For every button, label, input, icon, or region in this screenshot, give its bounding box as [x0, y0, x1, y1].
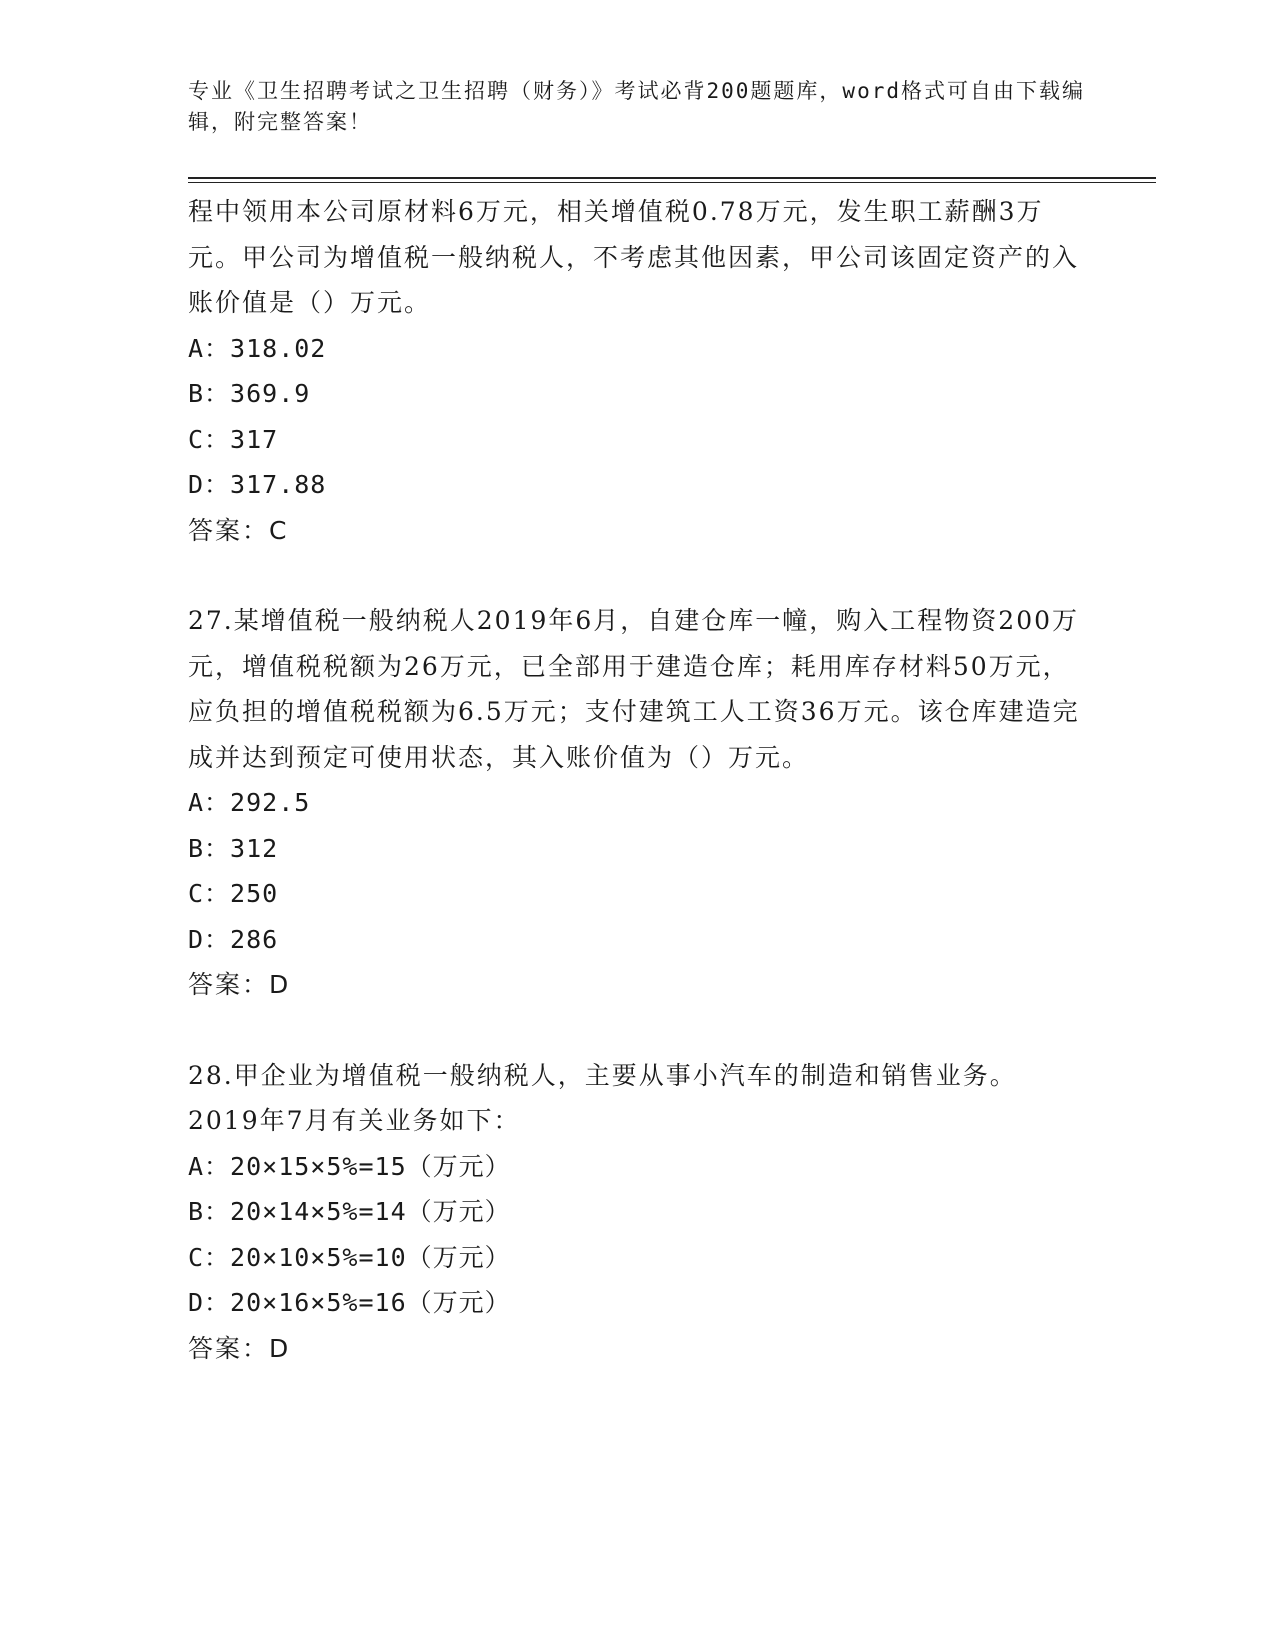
answer-label: 答案：D [188, 1333, 291, 1363]
question-block [188, 189, 1088, 553]
option-a: A：318.02 [188, 333, 327, 363]
option-d: D：20×16×5%=16（万元） [188, 1288, 511, 1317]
option-b: B：312 [188, 833, 279, 863]
option-c: C：317 [188, 424, 279, 454]
answer-label: 答案：C [188, 515, 289, 545]
question-list [188, 189, 1088, 1371]
question-text: 28.甲企业为增值税一般纳税人，主要从事小汽车的制造和销售业务。2019年7月有关业务如下： [188, 1060, 1017, 1135]
option-c: C：250 [188, 879, 279, 908]
answer-label: 答案：D [188, 970, 291, 999]
question-block [188, 1053, 1088, 1372]
spacer [188, 1008, 1088, 1053]
question-text: 程中领用本公司原材料6万元，相关增值税0.78万元，发生职工薪酬3万元。甲公司为增值税一般纳税人，不考虑其他因素，甲公司该固定资产的入账价值是（）万元。 [188, 197, 1080, 317]
spacer [188, 553, 1088, 598]
question-text: 27.某增值税一般纳税人2019年6月，自建仓库一幢，购入工程物资200万元，增值税税额为26万元，已全部用于建造仓库；耗用库存材料50万元，应负担的增值税税额为6.5万元；支付建筑工人工资36万元。该仓库建造完成并达到预定可使用状态，其入账价值为（）万元。 [188, 606, 1080, 772]
option-d: D：286 [188, 924, 279, 954]
document-header [188, 76, 1088, 138]
option-b: B：20×14×5%=14（万元） [188, 1197, 511, 1226]
option-b: B：369.9 [188, 379, 311, 408]
question-block [188, 598, 1088, 1008]
header-divider-thin [188, 182, 1156, 183]
header-text: 专业《卫生招聘考试之卫生招聘（财务）》考试必背200题题库，word格式可自由下载编辑，附完整答案！ [188, 79, 1085, 134]
option-c: C：20×10×5%=10（万元） [188, 1242, 511, 1272]
option-a: A：292.5 [188, 788, 311, 817]
header-divider-thick [188, 177, 1156, 179]
option-a: A：20×15×5%=15（万元） [188, 1151, 511, 1181]
option-d: D：317.88 [188, 470, 327, 499]
